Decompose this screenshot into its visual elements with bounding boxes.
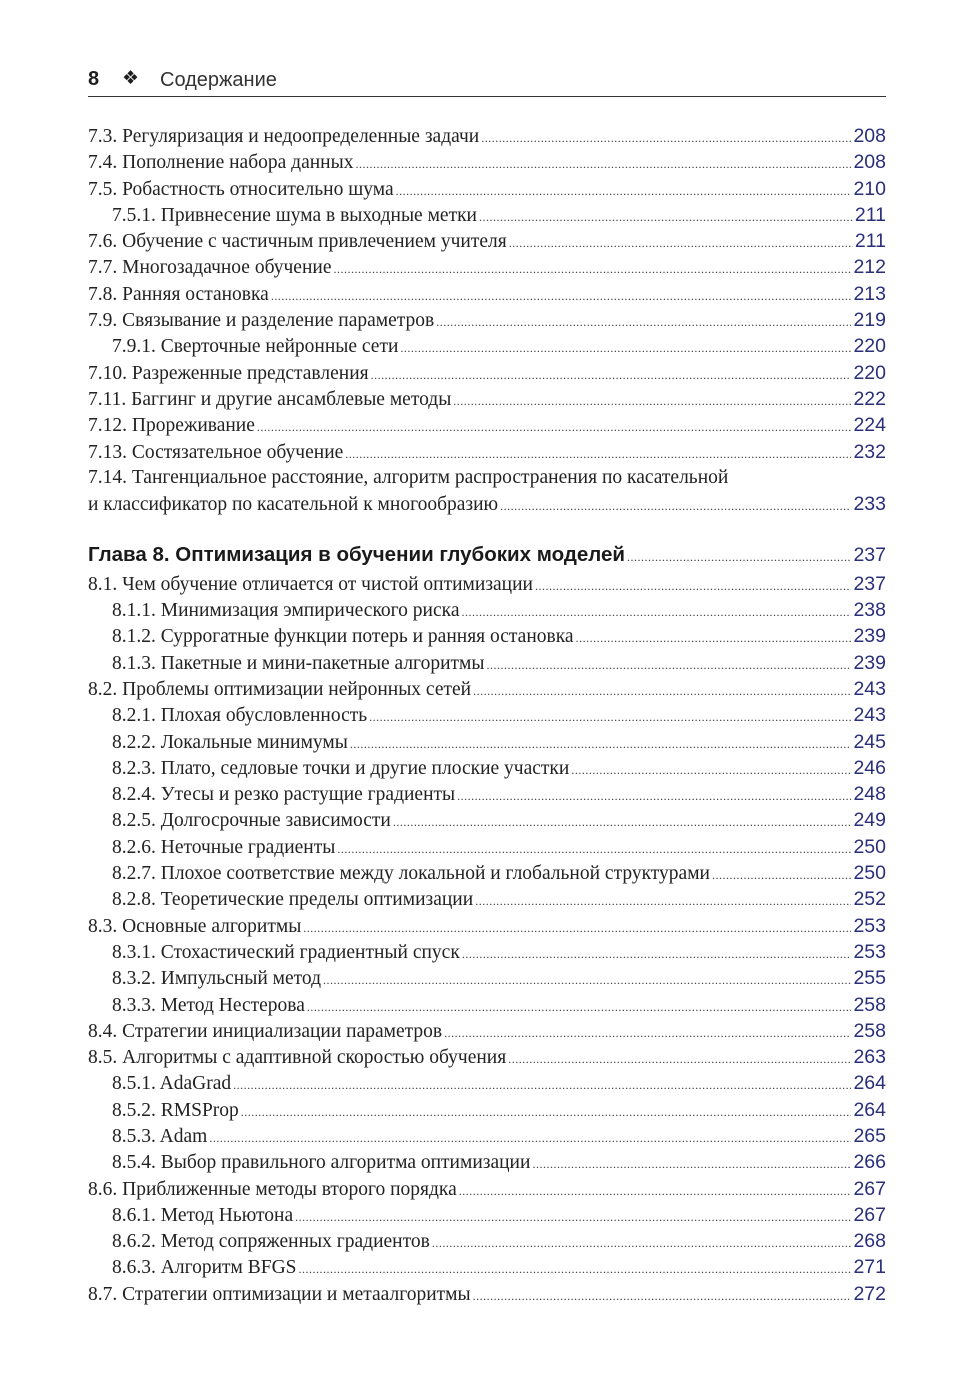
toc-entry-page: 263 — [853, 1046, 886, 1069]
toc-entry[interactable] — [88, 1281, 886, 1307]
chapter-page: 237 — [853, 544, 886, 567]
toc-entry-title: 8.2.7. Плохое соответствие между локальной и глобальной структурами — [112, 863, 710, 885]
toc-entry[interactable] — [88, 123, 886, 149]
toc-entry-title: 8.3.1. Стохастический градиентный спуск — [112, 941, 460, 963]
toc-entry-page: 266 — [853, 1151, 886, 1174]
toc-entry[interactable] — [88, 176, 886, 202]
dot-leader — [509, 230, 853, 256]
toc-entry-page: 258 — [853, 993, 886, 1016]
toc-entry-page: 208 — [853, 125, 886, 147]
ornament-icon: ❖ — [122, 67, 140, 89]
toc-subentry[interactable] — [88, 807, 886, 833]
dot-leader — [462, 941, 852, 967]
toc-entry-title: 8.5.1. AdaGrad — [112, 1073, 232, 1095]
dot-leader — [479, 204, 853, 230]
toc-entry-title: 7.9.1. Сверточные нейронные сети — [112, 336, 399, 358]
toc-entry-page: 250 — [853, 835, 886, 858]
toc-entry-title: 8.6.1. Метод Ньютона — [112, 1204, 294, 1226]
toc-entry-page: 210 — [853, 177, 886, 200]
toc-entry-page: 220 — [853, 361, 886, 384]
toc-entry-page: 238 — [853, 599, 886, 622]
toc-entry-page: 239 — [853, 625, 886, 648]
toc-entry-title: 8.2.6. Неточные градиенты — [112, 836, 336, 858]
toc-entry-page: 267 — [853, 1177, 886, 1200]
toc-entry-title: 8.1.1. Минимизация эмпирического риска — [112, 600, 460, 622]
toc-entry-page: 265 — [853, 1124, 886, 1147]
toc-subentry[interactable] — [88, 729, 886, 755]
toc-entry-page: 264 — [853, 1098, 886, 1121]
toc-entry-page: 213 — [853, 282, 886, 305]
dot-leader — [396, 178, 852, 204]
toc-entry[interactable] — [88, 360, 886, 386]
toc-entry-page: 243 — [853, 677, 886, 700]
toc-subentry[interactable] — [88, 1097, 886, 1123]
running-title: Содержание — [160, 69, 277, 91]
toc-entry-page: 258 — [853, 1019, 886, 1042]
dot-leader — [576, 625, 852, 651]
toc-section-chapter-7 — [88, 123, 886, 465]
toc-entry-title: 8.2. Проблемы оптимизации нейронных сетей — [88, 678, 472, 700]
toc-entry-title: 8.7. Стратегии оптимизации и метаалгоритмы — [88, 1283, 471, 1305]
dot-leader — [508, 1046, 851, 1072]
toc-entry-page: 246 — [853, 756, 886, 779]
dot-leader — [432, 1230, 852, 1256]
toc-entry-page: 224 — [853, 414, 886, 437]
toc-entry[interactable] — [88, 412, 886, 438]
toc-entry-title: 7.8. Ранняя остановка — [88, 283, 269, 305]
toc-subentry[interactable] — [88, 1254, 886, 1280]
toc-entry-title: 7.11. Баггинг и другие ансамблевые методы — [88, 388, 452, 410]
toc-entry-page: 232 — [853, 440, 886, 463]
toc-subentry[interactable] — [88, 333, 886, 359]
toc-entry-title: 8.2.3. Плато, седловые точки и другие плоские участки — [112, 757, 570, 779]
toc-entry-title: 8.2.8. Теоретические пределы оптимизации — [112, 889, 474, 911]
toc-entry-title: 8.1.2. Суррогатные функции потерь и ранняя остановка — [112, 626, 574, 648]
toc-entry[interactable] — [88, 676, 886, 702]
toc-entry-title: 8.1. Чем обучение отличается от чистой оптимизации — [88, 573, 533, 595]
toc-entry-page: 219 — [853, 309, 886, 332]
dot-leader — [535, 573, 851, 599]
dot-leader — [436, 309, 851, 335]
toc-entry-page: 220 — [853, 335, 886, 358]
toc-entry-title: 8.5.4. Выбор правильного алгоритма оптимизации — [112, 1152, 531, 1174]
toc-entry-title: 8.3.3. Метод Нестерова — [112, 994, 305, 1016]
toc-entry-title: 8.5.2. RMSProp — [112, 1099, 239, 1121]
toc-entry-title: 8.2.1. Плохая обусловленность — [112, 705, 368, 727]
toc-subentry[interactable] — [88, 702, 886, 728]
toc-entry-title: 8.3.2. Импульсный метод — [112, 968, 321, 990]
toc-entry-title: 8.2.2. Локальные минимумы — [112, 731, 348, 753]
toc-entry-page: 233 — [853, 493, 886, 516]
dot-leader — [444, 1020, 851, 1046]
toc-entry[interactable] — [88, 386, 886, 412]
toc-entry-title: 8.6.2. Метод сопряженных градиентов — [112, 1231, 430, 1253]
dot-leader — [323, 967, 851, 993]
toc-entry-title: 7.10. Разреженные представления — [88, 362, 369, 384]
dot-leader — [307, 994, 852, 1020]
toc-subentry[interactable] — [88, 1202, 886, 1228]
toc-entry-page: 208 — [853, 151, 886, 174]
dot-leader — [459, 1178, 852, 1204]
toc-entry-multiline[interactable] — [88, 465, 886, 518]
toc-entry[interactable] — [88, 1018, 886, 1044]
toc-entry-title: 7.5. Робастность относительно шума — [88, 178, 394, 200]
toc-entry-page: 252 — [853, 888, 886, 911]
toc-subentry[interactable] — [88, 597, 886, 623]
toc-entry[interactable] — [88, 254, 886, 280]
dot-leader — [473, 678, 851, 704]
dot-leader — [350, 731, 852, 757]
toc-entry-page: 239 — [853, 651, 886, 674]
toc-entry-title: 7.3. Регуляризация и недоопределенные задачи — [88, 126, 480, 147]
dot-leader — [532, 1151, 851, 1177]
toc-entry[interactable] — [88, 913, 886, 939]
toc-entry-title: 8.2.5. Долгосрочные зависимости — [112, 810, 391, 832]
dot-leader — [369, 704, 851, 730]
toc-entry-page: 268 — [853, 1230, 886, 1253]
running-header — [88, 66, 886, 97]
toc-entry-page: 253 — [853, 940, 886, 963]
table-of-contents — [88, 123, 886, 1307]
toc-entry-page: 212 — [853, 256, 886, 279]
dot-leader — [257, 414, 852, 440]
toc-subentry[interactable] — [88, 939, 886, 965]
dot-leader — [334, 256, 852, 282]
toc-entry-page: 245 — [853, 730, 886, 753]
dot-leader — [462, 599, 852, 625]
dot-leader — [209, 1125, 851, 1151]
dot-leader — [500, 493, 851, 519]
toc-entry-title-line2: и классификатор по касательной к многообразию — [88, 494, 499, 516]
toc-subentry[interactable] — [88, 650, 886, 676]
toc-section-chapter-8 — [88, 571, 886, 1307]
toc-subentry[interactable] — [88, 992, 886, 1018]
toc-subentry[interactable] — [88, 886, 886, 912]
dot-leader — [299, 1256, 852, 1282]
toc-entry[interactable] — [88, 149, 886, 175]
toc-entry-page: 249 — [853, 809, 886, 832]
dot-leader — [337, 836, 851, 862]
dot-leader — [295, 1204, 851, 1230]
toc-entry[interactable] — [88, 439, 886, 465]
toc-entry-page: 250 — [853, 862, 886, 885]
dot-leader — [571, 757, 851, 783]
toc-entry[interactable] — [88, 1044, 886, 1070]
dot-leader — [457, 783, 851, 809]
toc-subentry[interactable] — [88, 202, 886, 228]
toc-entry-page: 248 — [853, 783, 886, 806]
toc-entry-title: 8.5. Алгоритмы с адаптивной скоростью обучения — [88, 1047, 507, 1069]
toc-entry-title: 8.5.3. Adam — [112, 1125, 208, 1147]
toc-entry-title: 7.12. Прореживание — [88, 415, 255, 437]
dot-leader — [475, 888, 851, 914]
toc-entry-page: 243 — [853, 704, 886, 727]
dot-leader — [712, 862, 851, 888]
toc-entry[interactable] — [88, 571, 886, 597]
toc-entry-title: 8.2.4. Утесы и резко растущие градиенты — [112, 784, 456, 806]
toc-entry-page: 237 — [853, 572, 886, 595]
dot-leader — [453, 388, 851, 414]
toc-subentry[interactable] — [88, 1070, 886, 1096]
dot-leader — [241, 1099, 852, 1125]
toc-entry-page: 255 — [853, 967, 886, 990]
dot-leader — [233, 1072, 851, 1098]
toc-entry-title: 8.1.3. Пакетные и мини-пакетные алгоритмы — [112, 652, 485, 674]
toc-subentry[interactable] — [88, 834, 886, 860]
toc-subentry[interactable] — [88, 781, 886, 807]
toc-entry-page: 211 — [854, 203, 886, 226]
toc-entry-title-line1: 7.14. Тангенциальное расстояние, алгоритм распространения по касательной — [88, 466, 729, 488]
toc-entry-title: 8.3. Основные алгоритмы — [88, 915, 302, 937]
toc-entry-title: 8.4. Стратегии инициализации параметров — [88, 1020, 443, 1042]
toc-subentry[interactable] — [88, 755, 886, 781]
toc-entry-title: 7.6. Обучение с частичным привлечением учителя — [88, 231, 507, 253]
dot-leader — [627, 544, 851, 570]
toc-entry-title: 7.13. Состязательное обучение — [88, 441, 344, 463]
dot-leader — [345, 441, 851, 467]
dot-leader — [481, 125, 851, 151]
toc-subentry[interactable] — [88, 1123, 886, 1149]
toc-entry-page: 271 — [853, 1256, 886, 1279]
toc-entry-title: 7.4. Пополнение набора данных — [88, 152, 354, 174]
dot-leader — [400, 335, 851, 361]
toc-entry-page: 272 — [853, 1282, 886, 1305]
chapter-heading[interactable] — [88, 542, 886, 568]
toc-subentry[interactable] — [88, 965, 886, 991]
dot-leader — [303, 915, 851, 941]
toc-entry-title: 7.5.1. Привнесение шума в выходные метки — [112, 204, 477, 226]
dot-leader — [486, 652, 851, 678]
toc-subentry[interactable] — [88, 1149, 886, 1175]
toc-entry-title: 8.6. Приближенные методы второго порядка — [88, 1178, 457, 1200]
toc-subentry[interactable] — [88, 860, 886, 886]
toc-entry-title: 7.9. Связывание и разделение параметров — [88, 310, 435, 332]
toc-entry[interactable] — [88, 1176, 886, 1202]
toc-entry-page: 222 — [853, 387, 886, 410]
toc-entry-title: 7.7. Многозадачное обучение — [88, 257, 332, 279]
dot-leader — [473, 1283, 852, 1309]
dot-leader — [355, 151, 851, 177]
dot-leader — [393, 809, 852, 835]
toc-entry[interactable] — [88, 228, 886, 254]
toc-subentry[interactable] — [88, 1228, 886, 1254]
dot-leader — [271, 283, 852, 309]
chapter-title: Глава 8. Оптимизация в обучении глубоких моделей — [88, 543, 626, 567]
toc-entry-page: 267 — [853, 1203, 886, 1226]
toc-entry[interactable] — [88, 307, 886, 333]
page-number: 8 — [88, 68, 100, 90]
toc-entry-page: 264 — [853, 1072, 886, 1095]
toc-entry[interactable] — [88, 281, 886, 307]
toc-entry-page: 253 — [853, 914, 886, 937]
dot-leader — [371, 362, 852, 388]
toc-entry-page: 211 — [854, 230, 886, 253]
toc-subentry[interactable] — [88, 623, 886, 649]
toc-entry-title: 8.6.3. Алгоритм BFGS — [112, 1257, 297, 1279]
